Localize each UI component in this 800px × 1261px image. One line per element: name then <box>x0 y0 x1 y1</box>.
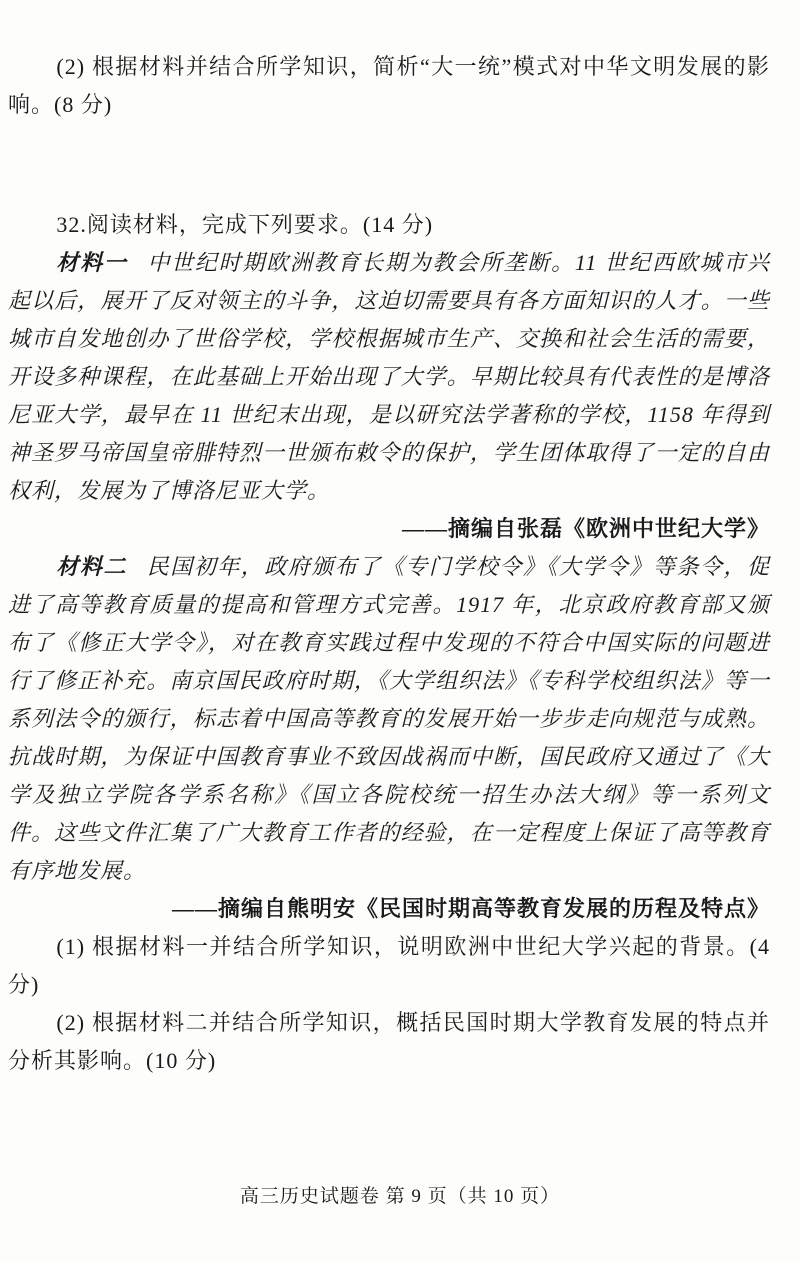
material-1-label: 材料一 <box>56 250 128 275</box>
material-1-source: ——摘编自张磊《欧洲中世纪大学》 <box>401 516 770 541</box>
material-1-text: 中世纪时期欧洲教育长期为教会所垄断。11 世纪西欧城市兴起以后，展开了反对领主的斗争，这迫切需要具有各方面知识的人才。一些城市自发地创办了世俗学校，学校根据城市生产、交换和社会生活的需要，开设多种课程，在此基础上开始出现了大学。早期比较具有代表性的是博洛尼亚大学，最早在 11 世纪末出现，是以研究法学著称的学校，1158 年得到神圣罗马帝国皇帝腓特烈一世颁布敕令的保护，学生团体取得了一定的自由权利，发展为了博洛尼亚大学。 <box>8 250 770 503</box>
page-footer: 高三历史试题卷 第 9 页（共 10 页） <box>239 1186 561 1207</box>
sub-question-1: (1) 根据材料一并结合所学知识，说明欧洲中世纪大学兴起的背景。(4 分) <box>8 934 770 997</box>
sub-question-2: (2) 根据材料二并结合所学知识，概括民国时期大学教育发展的特点并分析其影响。(10 分) <box>8 1010 770 1073</box>
material-2-paragraph <box>8 548 770 890</box>
material-1-paragraph <box>8 244 770 510</box>
material-2-label: 材料二 <box>56 554 127 579</box>
material-2-text: 民国初年，政府颁布了《专门学校令》《大学令》等条令，促进了高等教育质量的提高和管理方式完善。1917 年，北京政府教育部又颁布了《修正大学令》，对在教育实践过程中发现的不符合中国实际的问题进行了修正补充。南京国民政府时期，《大学组织法》《专科学校组织法》等一系列法令的颁行，标志着中国高等教育的发展开始一步步走向规范与成熟。抗战时期，为保证中国教育事业不致因战祸而中断，国民政府又通过了《大学及独立学院各学系名称》《国立各院校统一招生办法大纲》等一系列文件。这些文件汇集了广大教育工作者的经验，在一定程度上保证了高等教育有序地发展。 <box>8 554 770 883</box>
question-32-stem: 32.阅读材料，完成下列要求。(14 分) <box>56 212 434 237</box>
material-2-source: ——摘编自熊明安《民国时期高等教育发展的历程及特点》 <box>171 896 770 921</box>
question-31-part2: (2) 根据材料并结合所学知识，简析“大一统”模式对中华文明发展的影响。(8 分) <box>8 54 770 117</box>
